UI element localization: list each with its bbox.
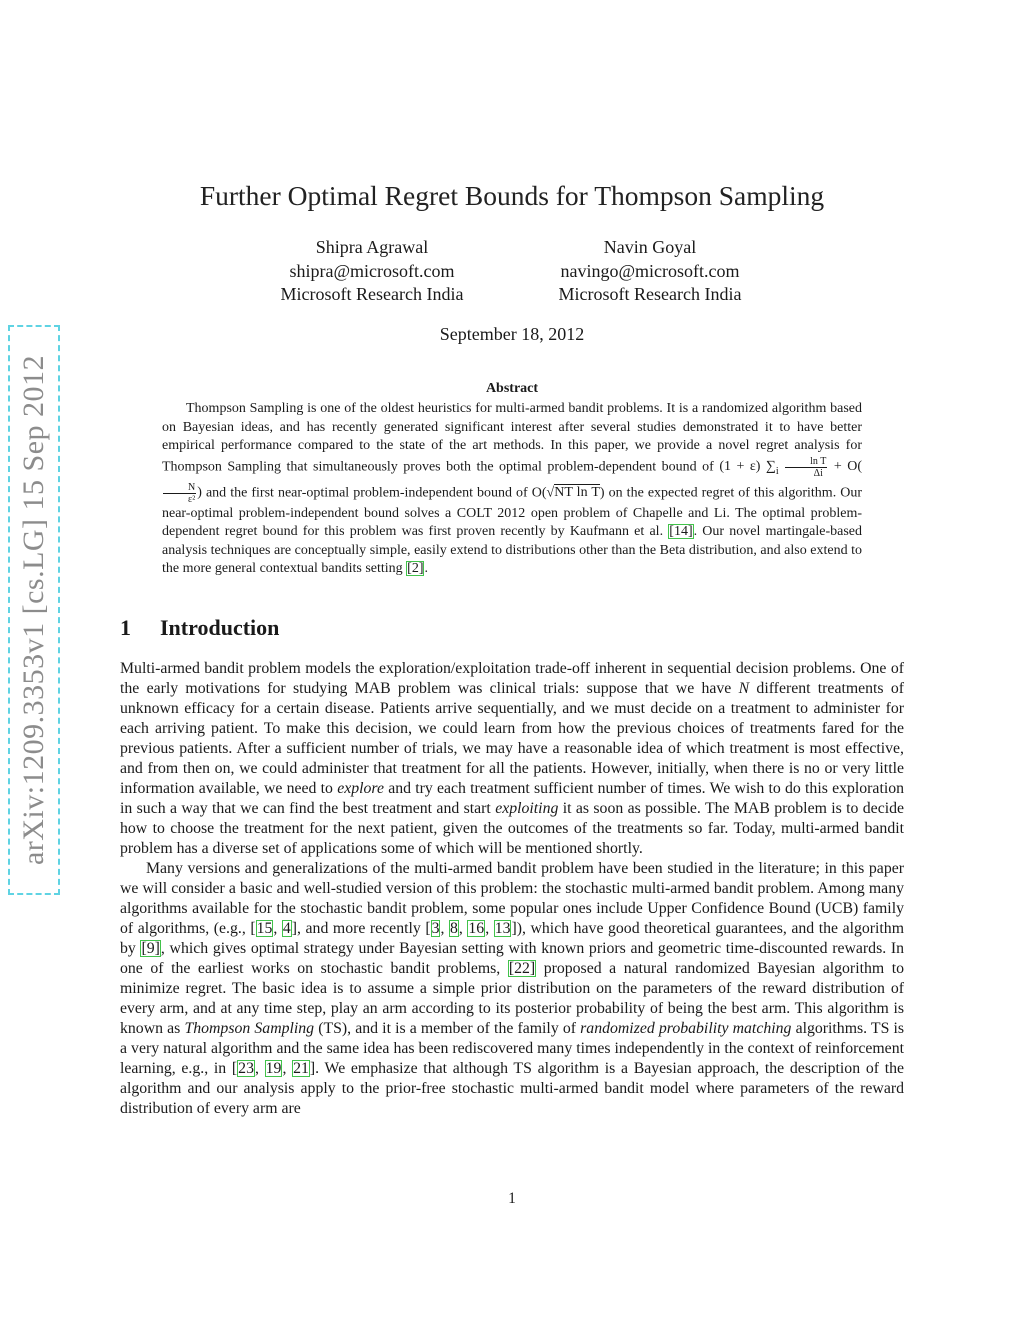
author-email: navingo@microsoft.com: [560, 260, 740, 281]
citation-link[interactable]: 23: [238, 1060, 254, 1077]
citation-link[interactable]: [9]: [141, 940, 160, 957]
paper-title: Further Optimal Regret Bounds for Thompson Sampling: [199, 180, 825, 211]
author-email: shipra@microsoft.com: [289, 260, 455, 281]
author-2: [500, 236, 800, 307]
arxiv-id: arXiv:1209.3353v1 [cs.LG] 15 Sep 2012: [17, 354, 51, 866]
abstract-heading: Abstract: [485, 381, 539, 396]
abstract-text-part: and the first near-optimal problem-independent bound of: [205, 485, 528, 501]
citation-link[interactable]: [22]: [508, 960, 536, 977]
math-formula: O(√NT ln T): [531, 485, 605, 501]
citation-link[interactable]: 3: [431, 920, 440, 937]
section-title: Introduction: [160, 615, 280, 640]
section-number: 1: [120, 615, 131, 640]
citation-link[interactable]: 15: [256, 920, 273, 937]
emphasis-text: exploiting: [495, 800, 559, 817]
abstract-text-part: on the expected regret of this algorithm. Our near-optimal problem-independent bound solves a COLT 2012 open problem of Chapelle and Li. The optimal problem-dependent regret bound for this problem was first proven recently by Kaufmann et al.: [162, 485, 863, 540]
citation-link[interactable]: 21: [293, 1060, 309, 1077]
citation-link[interactable]: 19: [265, 1060, 282, 1077]
author-1: [222, 236, 522, 307]
author-affiliation: Microsoft Research India: [280, 284, 464, 304]
section-heading: [120, 615, 279, 641]
emphasis-text: explore: [337, 780, 384, 797]
citation-link[interactable]: [2]: [407, 561, 424, 577]
math-formula: (1 + ε) $\sum_i$ $\frac{\text{ln T}}{\Delta i}$ + O( $\frac{N}{\text{ε²}}$ ): [162, 459, 862, 500]
author-name: Shipra Agrawal: [315, 237, 429, 257]
arxiv-stamp: [8, 325, 60, 895]
paragraph: Many versions and generalizations of the multi-armed bandit problem have been studied in the literature; in this paper we will consider a basic and well-studied version of this problem: the stochastic multi-armed bandit problem. Among many algorithms available for the stochastic bandit problem, some popular ones include Upper Confidence Bound (UCB) family of algorithms, (e.g., [15, 4], and more recently [3, 8, 16, 13]), which have good theoretical guarantees, and the algorithm by [9], which gives optimal strategy under Bayesian setting with known priors and geometric time-discounted rewards. In one of the earliest works on stochastic bandit problems, [22] proposed a natural randomized Bayesian algorithm to minimize regret. The basic idea is to assume a simple prior distribution on the parameters of the reward distribution of every arm, and at any time step, play an arm according to its posterior probability of being the best arm. This algorithm is known as Thompson Sampling (TS), and it is a member of the family of randomized probability matching algorithms. TS is a very natural algorithm and the same idea has been rediscovered many times independently in the context of reinforcement learning, e.g., in [23, 19, 21]. We emphasize that although TS algorithm is a Bayesian approach, the description of the algorithm and our analysis apply to the prior-free stochastic multi-armed bandit model where parameters of the reward distribution of every arm are: [120, 860, 905, 1117]
author-name: Navin Goyal: [603, 237, 697, 257]
page-number: 1: [508, 1190, 516, 1207]
citation-link[interactable]: 4: [282, 920, 291, 937]
abstract-text-part: Thompson Sampling is one of the oldest heuristics for multi-armed bandit problems. It is a randomized algorithm based on Bayesian ideas, and has recently generated significant interest after several studies demonstrated it to have better empirical performance compared to the state of the art methods. In this paper, we provide a novel regret analysis for Thompson Sampling that simultaneously proves both the optimal problem-dependent bound of: [162, 401, 862, 475]
citation-link[interactable]: 16: [468, 920, 485, 937]
citation-link[interactable]: 13: [494, 920, 511, 937]
emphasis-text: Thompson Sampling: [184, 1020, 315, 1037]
citation-link[interactable]: [14]: [669, 524, 693, 540]
body-text: [120, 659, 904, 1119]
author-affiliation: Microsoft Research India: [558, 284, 742, 304]
abstract-text: Thompson Sampling is one of the oldest heuristics for multi-armed bandit problems. It is a randomized algorithm based on Bayesian ideas, and has recently generated significant interest after several studies demonstrated it to have better empirical performance compared to the state of the art methods. In this paper, we provide a novel regret analysis for Thompson Sampling that simultaneously proves both the optimal problem-dependent bound of (1 + ε) $\sum_i$ $\frac{\text{ln T}}{\Delta i}$ + O( $\frac{N}{\text{ε²}}$ ) and the first near-optimal problem-independent bound of O(√NT ln T) on the expected regret of this algorithm. Our near-optimal problem-independent bound solves a COLT 2012 open problem of Chapelle and Li. The optimal problem-dependent regret bound for this problem was first proven recently by Kaufmann et al. [14]. Our novel martingale-based analysis techniques are conceptually simple, easily extend to distributions other than the Beta distribution, and also extend to the more general contextual bandits setting [2].: [162, 401, 863, 577]
emphasis-text: randomized probability matching: [580, 1020, 792, 1037]
citation-link[interactable]: 8: [449, 920, 458, 937]
paper-date: September 18, 2012: [439, 324, 585, 344]
paragraph: Multi-armed bandit problem models the exploration/exploitation trade-off inherent in sequential decision problems. One of the early motivations for studying MAB problem was clinical trials: suppose that we have N different treatments of unknown efficacy for a certain disease. Patients arrive sequentially, and we must decide on a treatment to administer for each arriving patient. To make this decision, we could learn from how the previous choices of treatments fared for the previous patients. After a sufficient number of trials, we may have a reasonable idea of which treatment is most effective, and from then on, we could administer that treatment for all the patients. However, initially, when there is no or very little information available, we need to explore and try each treatment sufficient number of times. We wish to do this exploration in such a way that we can find the best treatment and start exploiting it as soon as possible. The MAB problem is to decide how to choose the treatment for the next patient, given the outcomes of the treatments so far. Today, multi-armed bandit problem has a diverse set of applications some of which will be mentioned shortly.: [120, 660, 905, 857]
